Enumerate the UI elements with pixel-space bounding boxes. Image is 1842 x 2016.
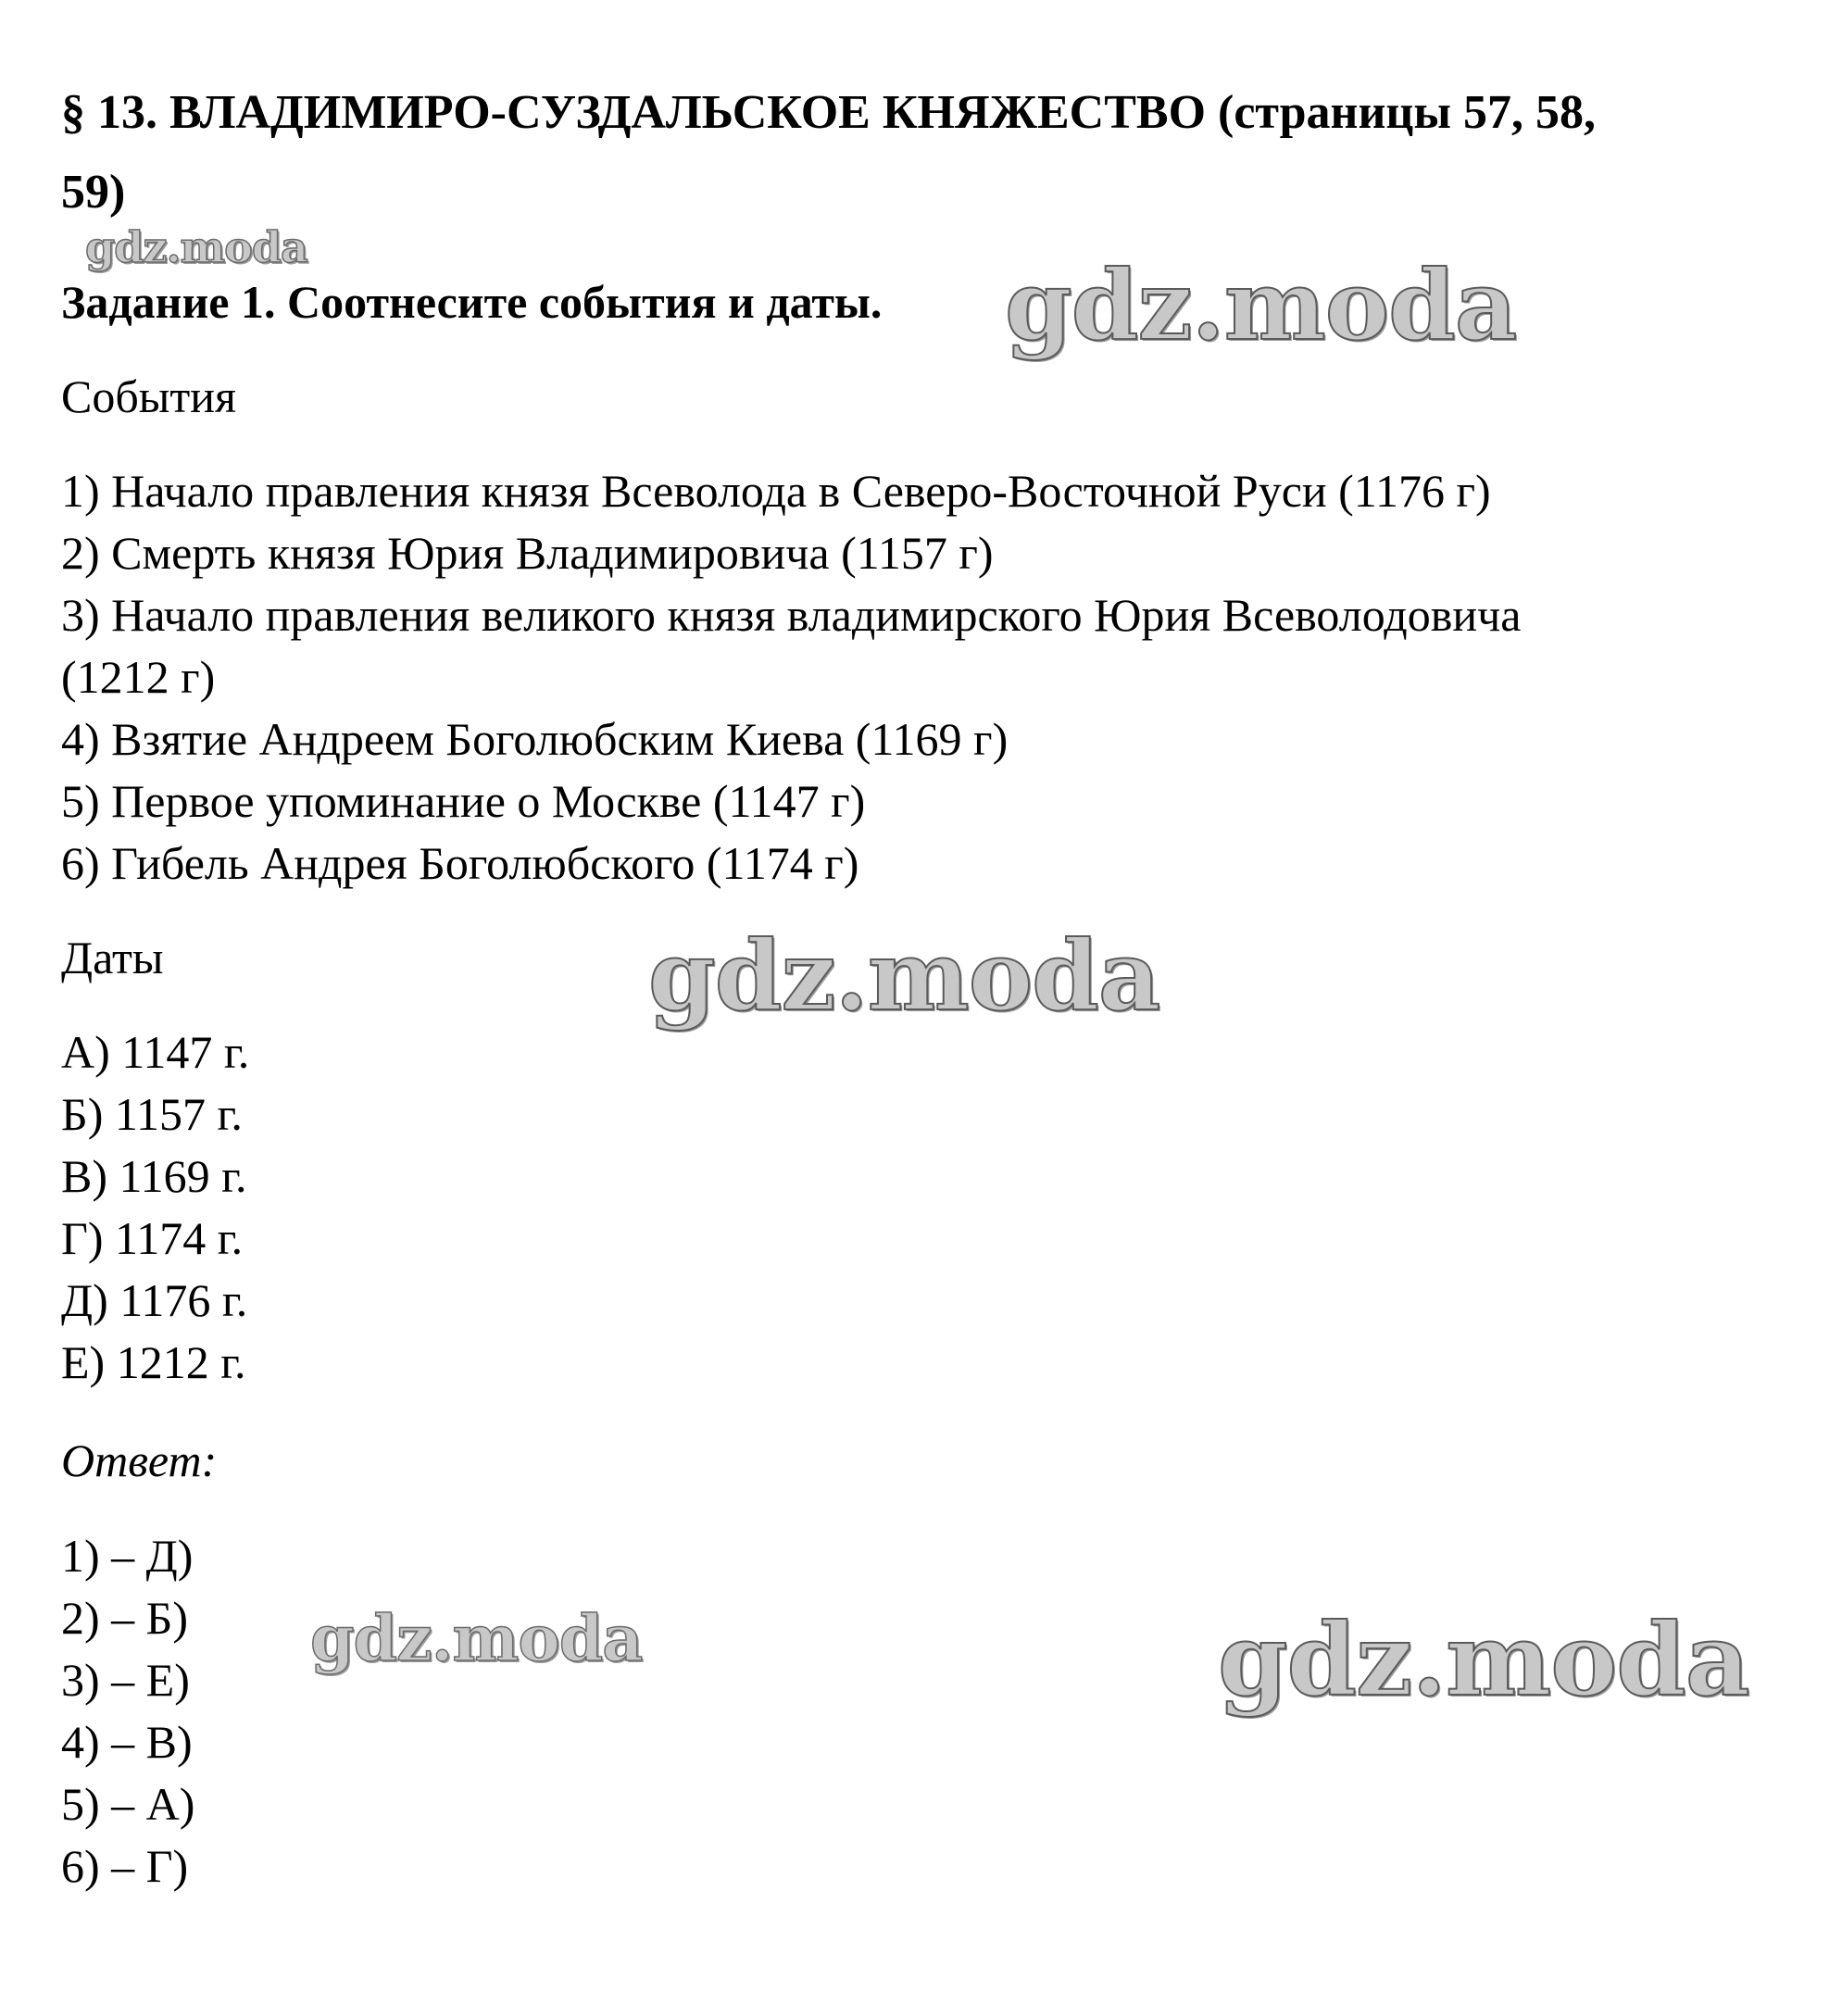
- date-item: Е) 1212 г.: [61, 1336, 246, 1388]
- events-label: События: [61, 370, 236, 422]
- dates-label: Даты: [61, 932, 164, 983]
- event-item: 6) Гибель Андрея Боголюбского (1174 г): [61, 837, 859, 889]
- watermark-logo: gdz.moda: [648, 919, 1160, 1033]
- event-item: 3) Начало правления великого князя владимирского Юрия Всеволодовича: [61, 589, 1522, 641]
- task-heading: Задание 1. Соотнесите события и даты.: [61, 276, 883, 328]
- answer-item: 5) – А): [61, 1778, 195, 1830]
- event-item: 2) Смерть князя Юрия Владимировича (1157 г): [61, 527, 994, 579]
- section-title-line-2: 59): [61, 166, 126, 219]
- date-item: Д) 1176 г.: [61, 1274, 248, 1326]
- event-item: 4) Взятие Андреем Боголюбским Киева (1169 г): [61, 713, 1009, 765]
- date-item: Г) 1174 г.: [61, 1212, 244, 1264]
- watermark-logo: gdz.moda: [310, 1602, 643, 1676]
- date-item: Б) 1157 г.: [61, 1088, 243, 1140]
- answer-label: Ответ:: [61, 1434, 218, 1486]
- answer-item: 3) – Е): [61, 1654, 190, 1706]
- event-item: 1) Начало правления князя Всеволода в Северо-Восточной Руси (1176 г): [61, 465, 1491, 517]
- watermark-logo: gdz.moda: [85, 222, 307, 272]
- date-item: В) 1169 г.: [61, 1150, 247, 1202]
- answer-item: 2) – Б): [61, 1592, 189, 1644]
- watermark-logo: gdz.moda: [1218, 1602, 1749, 1719]
- watermark-logo: gdz.moda: [1005, 248, 1517, 362]
- date-item: А) 1147 г.: [61, 1026, 250, 1078]
- answer-item: 1) – Д): [61, 1530, 194, 1582]
- answer-item: 6) – Г): [61, 1840, 189, 1892]
- section-title-line-1: § 13. ВЛАДИМИРО-СУЗДАЛЬСКОЕ КНЯЖЕСТВО (страницы 57, 58,: [61, 86, 1596, 139]
- event-item: (1212 г): [61, 651, 216, 703]
- answer-item: 4) – В): [61, 1716, 193, 1768]
- event-item: 5) Первое упоминание о Москве (1147 г): [61, 775, 866, 827]
